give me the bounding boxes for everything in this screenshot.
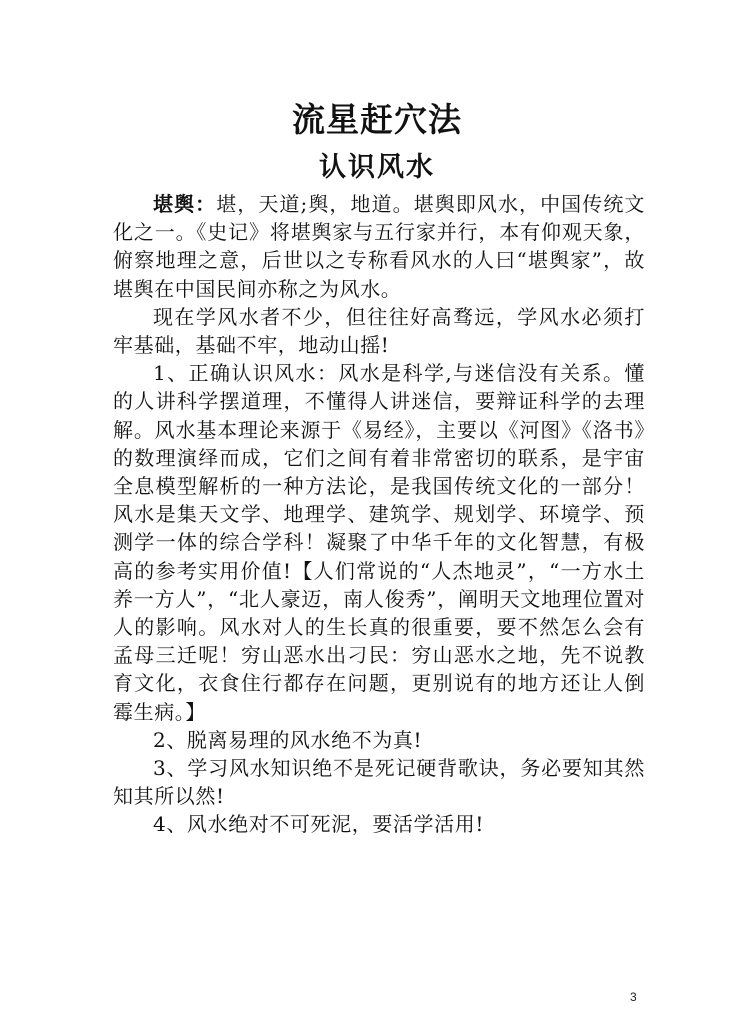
paragraph-lead-kanyu: 堪舆： [153, 192, 217, 216]
document-body [113, 190, 645, 839]
paragraph-point-1: 1、正确认识风水：风水是科学,与迷信没有关系。懂的人讲科学摆道理，不懂得人讲迷信，要辩证科学的去理解。风水基本理论来源于《易经》，主要以《河图》《洛书》的数理演绎而成，它们之间有着非常密切的联系，是宇宙全息模型解析的一种方法论，是我国传统文化的一部分！风水是集天文学、地理学、建筑学、规划学、环境学、预测学一体的综合学科！凝聚了中华千年的文化智慧，有极高的参考实用价值!【人们常说的“人杰地灵”，“一方水土养一方人”，“北人豪迈，南人俊秀”，阐明天文地理位置对人的影响。风水对人的生长真的很重要，要不然怎么会有孟母三迁呢！穷山恶水出刁民：穷山恶水之地，先不说教育文化，衣食住行都存在问题，更别说有的地方还让人倒霉生病。】 [113, 361, 645, 724]
paragraph-text-kanyu: 堪，天道;舆，地道。堪舆即风水，中国传统文化之一。《史记》将堪舆家与五行家并行，本有仰观天象，俯察地理之意，后世以之专称看风水的人曰“堪舆家”，故堪舆在中国民间亦称之为风水。 [113, 192, 645, 301]
page-number: 3 [630, 990, 637, 1004]
paragraph-point-2: 2、脱离易理的风水绝不为真! [153, 727, 423, 752]
document-title: 流星赶穴法 [292, 100, 462, 139]
paragraph-point-3: 3、学习风水知识绝不是死记硬背歌诀，务必要知其然知其所以然! [113, 756, 645, 809]
paragraph-foundation: 现在学风水者不少，但往往好高骛远，学风水必须打牢基础，基础不牢，地动山摇! [113, 304, 645, 358]
paragraph-point-4: 4、风水绝对不可死泥，要活学活用! [153, 812, 484, 837]
document-subtitle: 认识风水 [319, 152, 435, 183]
paragraph-kanyu [113, 190, 645, 303]
